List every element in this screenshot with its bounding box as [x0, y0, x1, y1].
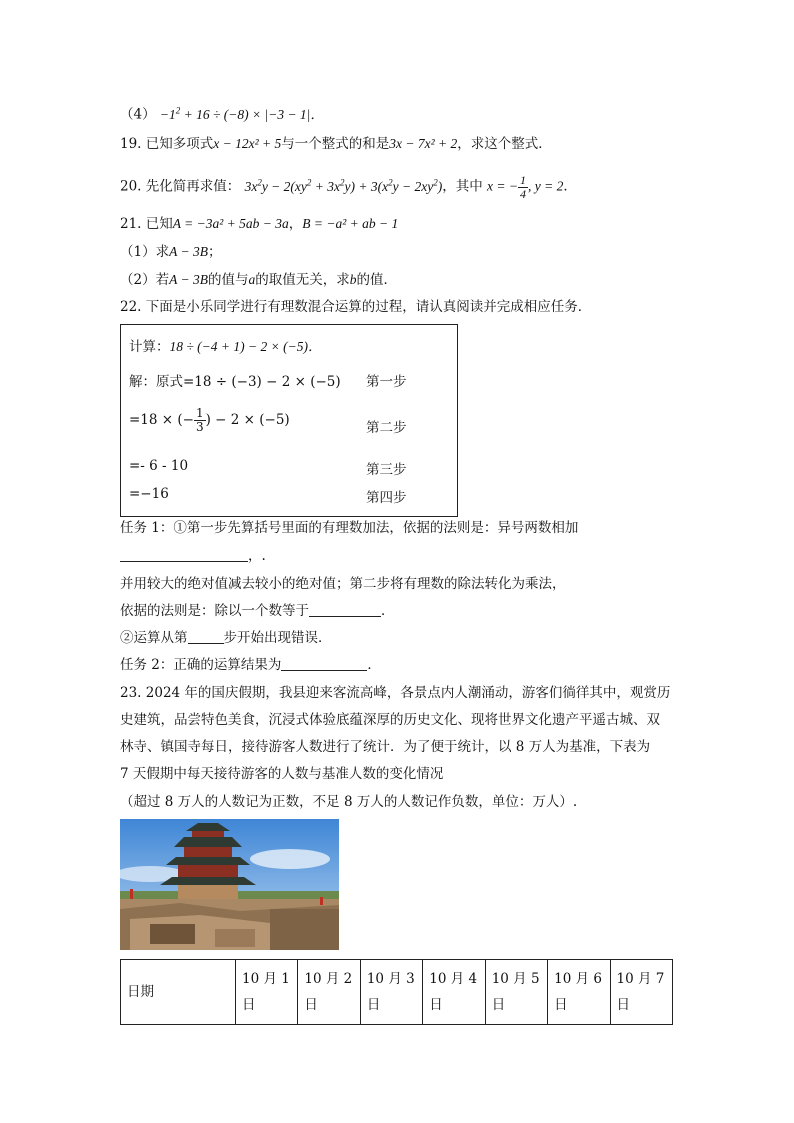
visitor-table — [120, 959, 673, 1025]
q23-line5: （超过 8 万人的人数记为正数，不足 8 万人的人数记作负数，单位：万人）. — [120, 794, 578, 810]
answer-blank-2[interactable] — [309, 602, 381, 617]
task1-line5-a: ②运算从第 — [120, 630, 188, 646]
step-2-tag: 第二步 — [366, 420, 407, 436]
q20-y: , y = 2 — [527, 178, 564, 194]
table-cell-date: 10 月 5 日 — [485, 960, 547, 1025]
q20-end: ． — [563, 178, 577, 195]
q18-expression: $-1^2 + 16 \div (-8) \times |-3 - 1|$． — [159, 105, 324, 122]
task1-line4 — [120, 601, 395, 621]
q20-x: x = − — [487, 178, 518, 194]
q20-frac-num: 1 — [519, 172, 526, 187]
q21-p2-var-a: a — [248, 272, 256, 287]
q19-text-b: 与一个整式的和是 — [281, 136, 390, 152]
step-1-tag: 第一步 — [366, 374, 407, 390]
q18-part4 — [120, 100, 324, 125]
q20-frac-den: 4 — [519, 186, 526, 201]
q21-part2 — [120, 270, 397, 290]
q21-p2-var-b: b — [349, 272, 357, 287]
step-2 — [129, 407, 290, 434]
answer-blank-4[interactable] — [281, 656, 367, 671]
answer-blank-3[interactable] — [188, 629, 224, 644]
step-4-tag: 第四步 — [366, 490, 407, 506]
step-3-tag: 第三步 — [366, 462, 407, 478]
q23-line3: 林寺、镇国寺每日，接待游客人数进行了统计．为了便于统计，以 8 万人为基准，下表为 — [120, 739, 651, 755]
question-19 — [120, 134, 552, 154]
task2-line — [120, 655, 381, 675]
step-2-a: =18 × (− — [129, 412, 194, 428]
q20-text-b: ，其中 — [442, 178, 483, 195]
table-cell-date: 10 月 3 日 — [360, 960, 422, 1025]
q21-expr-a: A = −3a² + 5ab − 3a — [172, 216, 289, 231]
step-2-frac-den: 3 — [195, 420, 204, 434]
q21-p2-text: （2）若 — [120, 272, 170, 288]
q21-p2-expr: A − 3B — [169, 272, 208, 287]
step-2-frac-num: 1 — [195, 406, 204, 420]
q21-p1-end: ； — [207, 244, 222, 260]
answer-blank-1[interactable] — [120, 547, 248, 562]
table-cell-date: 10 月 7 日 — [610, 960, 672, 1025]
box-calc-label: 计算： — [129, 339, 170, 355]
table-header-date: 日期 — [121, 960, 236, 1025]
question-21 — [120, 214, 398, 234]
q20-text: 20. 先化简再求值： — [120, 178, 241, 195]
q23-line1: 23. 2024 年的国庆假期，我县迎来客流高峰，各景点内人潮涌动，游客们徜徉其中，观赏历 — [120, 685, 671, 701]
task1-line2 — [120, 546, 266, 566]
question-20 — [120, 172, 577, 201]
q21-p2-text-b: 的值与 — [207, 272, 249, 288]
task1-line2-end: ，. — [248, 548, 266, 564]
q21-p1-expr: A − 3B — [169, 244, 208, 259]
task1-line4-end: ． — [381, 603, 395, 619]
q19-text: 19. 已知多项式 — [120, 136, 214, 152]
q23-line2: 史建筑，品尝特色美食，沉浸式体验底蕴深厚的历史文化、现将世界文化遗产平遥古城、双 — [120, 712, 660, 728]
q19-expr1: x − 12x² + 5 — [213, 136, 282, 151]
q21-p2-text-c: 的取值无关，求 — [255, 272, 350, 288]
table-cell-date: 10 月 1 日 — [236, 960, 298, 1025]
q20-fraction — [518, 174, 528, 201]
step-4: =−16 — [129, 486, 169, 502]
q21-p2-text-d: 的值． — [356, 272, 397, 288]
q21-expr-b: B = −a² + ab − 1 — [302, 216, 399, 231]
table-cell-date: 10 月 2 日 — [298, 960, 360, 1025]
table-cell-date: 10 月 4 日 — [423, 960, 485, 1025]
task1-line4-text: 依据的法则是：除以一个数等于 — [120, 603, 309, 619]
task1-line5-b: 步开始出现错误． — [223, 630, 332, 646]
step-2-b: ) − 2 × (−5) — [205, 412, 290, 428]
table-cell-date: 10 月 6 日 — [548, 960, 610, 1025]
calculation-box — [120, 324, 458, 517]
q19-expr2: 3x − 7x² + 2 — [389, 136, 458, 151]
table-row — [121, 960, 673, 1025]
box-calc-line — [129, 335, 321, 355]
q21-sep: ， — [288, 216, 303, 232]
task2-text: 任务 2：正确的运算结果为 — [120, 657, 282, 673]
q21-text: 21. 已知 — [120, 216, 173, 232]
task2-end: ． — [367, 657, 381, 673]
q20-expression: $3x^2y - 2(xy^2 + 3x^2y) + 3(x^2y - 2xy^2)$ — [244, 177, 443, 194]
q19-text-c: ，求这个整式． — [457, 136, 552, 152]
task1-line3: 并用较大的绝对值减去较小的绝对值；第二步将有理数的除法转化为乘法， — [120, 576, 566, 592]
task1-line5 — [120, 628, 332, 648]
q18-part4-label: （4） — [120, 106, 156, 123]
step-1: 解：原式=18 ÷ (−3) − 2 × (−5) — [129, 374, 341, 390]
ancient-city-tower-photo — [120, 819, 339, 950]
q21-part1 — [120, 242, 221, 262]
step-3: =- 6 - 10 — [129, 458, 189, 474]
step-2-fraction — [194, 407, 206, 434]
box-calc-expr: 18 ÷ (−4 + 1) − 2 × (−5)． — [169, 339, 322, 354]
q22-intro: 22. 下面是小乐同学进行有理数混合运算的过程，请认真阅读并完成相应任务． — [120, 299, 592, 315]
q21-p1-text: （1）求 — [120, 244, 170, 260]
q23-line4: 7 天假期中每天接待游客的人数与基准人数的变化情况 — [120, 766, 444, 782]
task1-line1: 任务 1：①第一步先算括号里面的有理数加法，依据的法则是：异号两数相加 — [120, 520, 579, 536]
